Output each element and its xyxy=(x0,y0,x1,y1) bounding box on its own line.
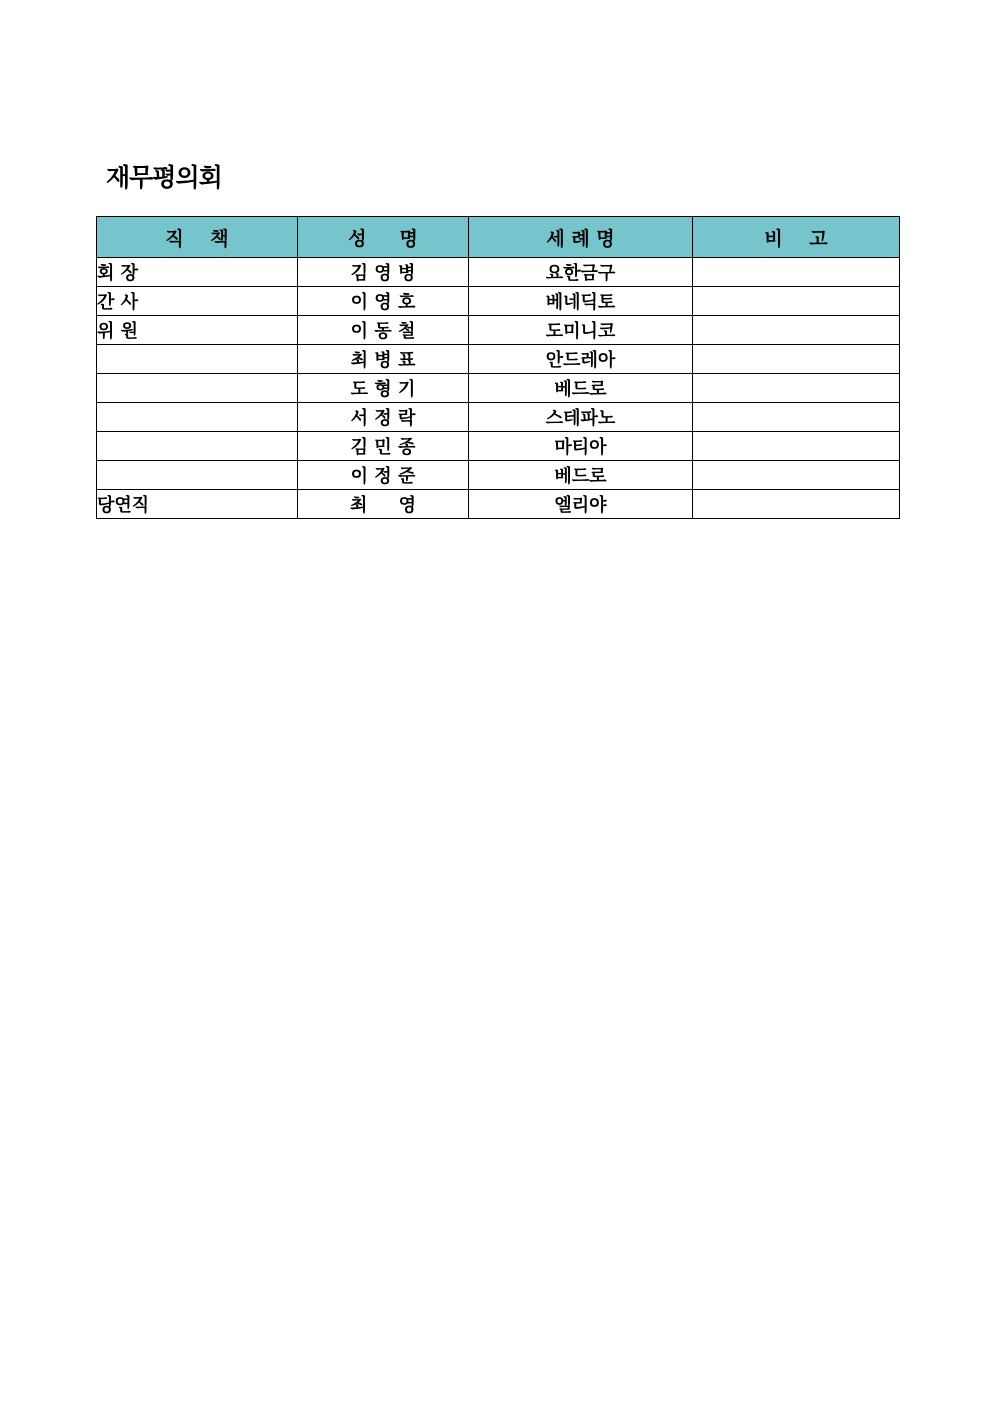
cell-name: 이 정 준 xyxy=(298,461,469,490)
table-row xyxy=(97,461,900,490)
cell-position xyxy=(97,461,298,490)
cell-baptismal-name: 엘리야 xyxy=(469,490,693,519)
cell-position: 당연직 xyxy=(97,490,298,519)
table-row xyxy=(97,316,900,345)
cell-name: 김 영 병 xyxy=(298,258,469,287)
cell-baptismal-name: 베드로 xyxy=(469,374,693,403)
cell-position xyxy=(97,374,298,403)
cell-remarks xyxy=(693,258,900,287)
cell-remarks xyxy=(693,345,900,374)
header-baptismal-name: 세 례 명 xyxy=(469,217,693,258)
cell-position xyxy=(97,432,298,461)
cell-remarks xyxy=(693,432,900,461)
cell-position: 위 원 xyxy=(97,316,298,345)
cell-name: 이 영 호 xyxy=(298,287,469,316)
cell-baptismal-name: 베드로 xyxy=(469,461,693,490)
table-row xyxy=(97,287,900,316)
cell-remarks xyxy=(693,490,900,519)
cell-baptismal-name: 요한금구 xyxy=(469,258,693,287)
cell-baptismal-name: 베네딕토 xyxy=(469,287,693,316)
cell-baptismal-name: 마티아 xyxy=(469,432,693,461)
cell-remarks xyxy=(693,287,900,316)
header-name: 성 명 xyxy=(298,217,469,258)
cell-position xyxy=(97,403,298,432)
cell-baptismal-name: 도미니코 xyxy=(469,316,693,345)
cell-name: 최 병 표 xyxy=(298,345,469,374)
page-title: 재무평의회 xyxy=(106,163,222,192)
cell-baptismal-name: 안드레아 xyxy=(469,345,693,374)
cell-remarks xyxy=(693,403,900,432)
table-header xyxy=(97,217,900,258)
cell-remarks xyxy=(693,316,900,345)
cell-name: 도 형 기 xyxy=(298,374,469,403)
table-row xyxy=(97,258,900,287)
table-row xyxy=(97,345,900,374)
cell-name: 최 영 xyxy=(298,490,469,519)
header-position: 직 책 xyxy=(97,217,298,258)
table-row xyxy=(97,432,900,461)
cell-name: 김 민 종 xyxy=(298,432,469,461)
cell-remarks xyxy=(693,374,900,403)
cell-position: 회 장 xyxy=(97,258,298,287)
table-row xyxy=(97,374,900,403)
cell-name: 이 동 철 xyxy=(298,316,469,345)
committee-roster-table xyxy=(96,216,900,519)
header-remarks: 비 고 xyxy=(693,217,900,258)
cell-baptismal-name: 스테파노 xyxy=(469,403,693,432)
cell-position: 간 사 xyxy=(97,287,298,316)
table-row xyxy=(97,490,900,519)
cell-remarks xyxy=(693,461,900,490)
cell-name: 서 정 락 xyxy=(298,403,469,432)
table-row xyxy=(97,403,900,432)
table-body xyxy=(97,258,900,519)
header-row xyxy=(97,217,900,258)
cell-position xyxy=(97,345,298,374)
